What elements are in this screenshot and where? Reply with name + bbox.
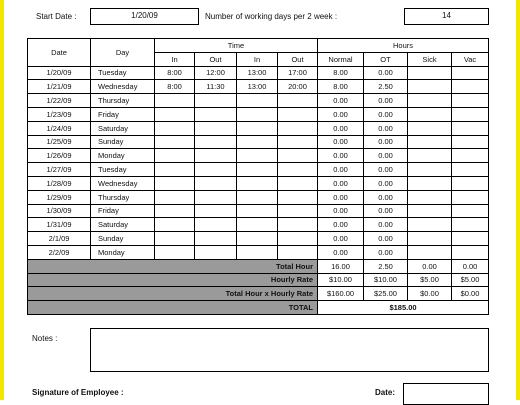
row-time-in[interactable] [237,107,278,121]
hourly-rate-normal[interactable]: $10.00 [318,273,364,287]
sub-header-out: Out [195,52,237,66]
table-row [28,107,489,121]
grand-total-value: $185.00 [318,301,489,315]
grand-total-label: TOTAL [28,301,318,315]
row-time-out[interactable] [278,121,318,135]
row-vac-hours[interactable] [452,94,489,108]
row-vac-hours[interactable] [452,66,489,80]
total-x-rate-sick: $0.00 [408,287,452,301]
row-date: 1/27/09 [28,163,91,177]
row-sick-hours[interactable] [408,245,452,259]
row-time-in[interactable]: 13:00 [237,66,278,80]
row-vac-hours[interactable] [452,176,489,190]
row-time-in[interactable] [237,94,278,108]
table-row [28,80,489,94]
row-time-out[interactable] [278,149,318,163]
row-time-out[interactable] [278,232,318,246]
row-time-in[interactable] [155,121,195,135]
row-vac-hours[interactable] [452,149,489,163]
row-normal-hours: 0.00 [318,204,364,218]
row-ot-hours: 0.00 [364,176,408,190]
signature-label: Signature of Employee : [32,388,124,397]
row-day: Friday [91,204,155,218]
row-sick-hours[interactable] [408,163,452,177]
row-normal-hours: 0.00 [318,176,364,190]
row-time-out[interactable] [195,94,237,108]
row-day: Tuesday [91,163,155,177]
row-day: Saturday [91,218,155,232]
row-vac-hours[interactable] [452,204,489,218]
table-row [28,94,489,108]
row-time-out[interactable] [278,94,318,108]
row-ot-hours: 0.00 [364,232,408,246]
row-sick-hours[interactable] [408,232,452,246]
row-time-in[interactable] [237,176,278,190]
row-time-in[interactable] [237,218,278,232]
row-time-in[interactable] [155,176,195,190]
row-ot-hours: 0.00 [364,135,408,149]
row-date: 2/1/09 [28,232,91,246]
row-time-out[interactable]: 17:00 [278,66,318,80]
row-day: Friday [91,107,155,121]
row-time-in[interactable] [155,163,195,177]
row-normal-hours: 0.00 [318,149,364,163]
row-normal-hours: 0.00 [318,107,364,121]
row-time-in[interactable] [237,121,278,135]
row-vac-hours[interactable] [452,135,489,149]
row-sick-hours[interactable] [408,204,452,218]
row-vac-hours[interactable] [452,232,489,246]
row-time-in[interactable] [155,149,195,163]
sub-header-ot: OT [364,52,408,66]
row-day: Monday [91,245,155,259]
row-date: 1/26/09 [28,149,91,163]
row-day: Monday [91,149,155,163]
row-normal-hours: 0.00 [318,94,364,108]
row-time-in[interactable] [155,218,195,232]
row-normal-hours: 0.00 [318,232,364,246]
row-normal-hours: 0.00 [318,190,364,204]
row-normal-hours: 0.00 [318,245,364,259]
row-time-in[interactable]: 8:00 [155,80,195,94]
row-time-out[interactable] [195,218,237,232]
row-day: Tuesday [91,66,155,80]
timesheet-table [27,38,489,315]
row-normal-hours: 0.00 [318,218,364,232]
row-vac-hours[interactable] [452,218,489,232]
row-time-out[interactable] [278,204,318,218]
row-ot-hours: 0.00 [364,204,408,218]
row-ot-hours: 2.50 [364,80,408,94]
row-day: Thursday [91,94,155,108]
row-time-out[interactable] [195,149,237,163]
table-row [28,163,489,177]
row-sick-hours[interactable] [408,66,452,80]
row-time-out[interactable] [195,107,237,121]
row-vac-hours[interactable] [452,107,489,121]
sub-header-in: In [155,52,195,66]
row-time-in[interactable] [155,204,195,218]
row-day: Wednesday [91,80,155,94]
row-normal-hours: 0.00 [318,163,364,177]
notes-label: Notes : [32,334,58,343]
row-vac-hours[interactable] [452,190,489,204]
row-ot-hours: 0.00 [364,121,408,135]
total-hour-vac: 0.00 [452,259,489,273]
row-ot-hours: 0.00 [364,163,408,177]
row-sick-hours[interactable] [408,149,452,163]
row-time-in[interactable] [237,190,278,204]
total-x-rate-ot: $25.00 [364,287,408,301]
row-normal-hours: 0.00 [318,121,364,135]
row-date: 1/29/09 [28,190,91,204]
row-time-out[interactable]: 20:00 [278,80,318,94]
row-sick-hours[interactable] [408,135,452,149]
row-sick-hours[interactable] [408,94,452,108]
row-date: 1/23/09 [28,107,91,121]
group-header-hours: Hours [318,39,489,53]
table-row [28,121,489,135]
sub-header-vac: Vac [452,52,489,66]
row-normal-hours: 0.00 [318,135,364,149]
table-row [28,190,489,204]
row-time-out[interactable] [195,121,237,135]
table-row [28,204,489,218]
table-row [28,176,489,190]
hourly-rate-ot[interactable]: $10.00 [364,273,408,287]
table-row [28,218,489,232]
row-time-in[interactable] [155,135,195,149]
row-date: 1/28/09 [28,176,91,190]
total-hour-label: Total Hour [28,259,318,273]
row-time-in[interactable] [155,190,195,204]
table-row [28,232,489,246]
row-time-out[interactable] [195,163,237,177]
col-header-date: Date [28,39,91,67]
row-date: 1/22/09 [28,94,91,108]
row-vac-hours[interactable] [452,121,489,135]
group-header-time: Time [155,39,318,53]
row-ot-hours: 0.00 [364,218,408,232]
row-time-out[interactable] [195,245,237,259]
row-time-in[interactable]: 13:00 [237,80,278,94]
row-time-in[interactable] [237,245,278,259]
row-ot-hours: 0.00 [364,149,408,163]
total-x-rate-normal: $160.00 [318,287,364,301]
row-ot-hours: 0.00 [364,107,408,121]
row-ot-hours: 0.00 [364,190,408,204]
row-time-in[interactable] [155,245,195,259]
row-time-out[interactable] [278,107,318,121]
row-date: 2/2/09 [28,245,91,259]
row-sick-hours[interactable] [408,107,452,121]
table-row [28,245,489,259]
row-time-out[interactable] [278,218,318,232]
hourly-rate-vac[interactable]: $5.00 [452,273,489,287]
notes-field[interactable] [90,328,489,372]
table-row [28,149,489,163]
total-hour-ot: 2.50 [364,259,408,273]
row-vac-hours[interactable] [452,163,489,177]
total-x-rate-label: Total Hour x Hourly Rate [28,287,318,301]
row-time-in[interactable] [155,232,195,246]
row-time-out[interactable] [278,163,318,177]
row-time-in[interactable] [237,232,278,246]
hourly-rate-sick[interactable]: $5.00 [408,273,452,287]
row-date: 1/24/09 [28,121,91,135]
timesheet-rows [28,66,489,259]
row-day: Sunday [91,135,155,149]
row-time-out[interactable]: 12:00 [195,66,237,80]
start-date-label: Start Date : [36,12,77,21]
row-day: Thursday [91,190,155,204]
right-frame-border [516,0,520,400]
row-time-out[interactable] [278,245,318,259]
sub-header-in: In [237,52,278,66]
row-time-in[interactable] [155,94,195,108]
date-label: Date: [375,388,396,397]
left-frame-border [0,0,4,400]
row-vac-hours[interactable] [452,245,489,259]
row-time-out[interactable] [278,135,318,149]
row-time-out[interactable] [195,190,237,204]
row-time-out[interactable]: 11:30 [195,80,237,94]
row-time-out[interactable] [195,204,237,218]
total-hour-sick: 0.00 [408,259,452,273]
col-header-day: Day [91,39,155,67]
hourly-rate-label: Hourly Rate [28,273,318,287]
working-days-field[interactable]: 14 [404,8,489,25]
row-time-in[interactable] [237,149,278,163]
start-date-field[interactable]: 1/20/09 [90,8,199,25]
row-time-in[interactable] [237,204,278,218]
row-date: 1/21/09 [28,80,91,94]
row-time-out[interactable] [195,176,237,190]
date-field[interactable] [403,383,489,405]
row-sick-hours[interactable] [408,190,452,204]
row-day: Saturday [91,121,155,135]
row-sick-hours[interactable] [408,218,452,232]
row-normal-hours: 8.00 [318,80,364,94]
total-x-rate-vac: $0.00 [452,287,489,301]
row-time-out[interactable] [278,176,318,190]
row-time-in[interactable]: 8:00 [155,66,195,80]
row-ot-hours: 0.00 [364,94,408,108]
row-date: 1/30/09 [28,204,91,218]
row-date: 1/25/09 [28,135,91,149]
row-sick-hours[interactable] [408,80,452,94]
row-date: 1/20/09 [28,66,91,80]
row-time-in[interactable] [155,107,195,121]
row-time-out[interactable] [195,232,237,246]
row-time-in[interactable] [237,163,278,177]
sub-header-normal: Normal [318,52,364,66]
row-time-out[interactable] [278,190,318,204]
sub-header-sick: Sick [408,52,452,66]
row-sick-hours[interactable] [408,176,452,190]
row-day: Wednesday [91,176,155,190]
total-hour-normal: 16.00 [318,259,364,273]
row-date: 1/31/09 [28,218,91,232]
row-ot-hours: 0.00 [364,66,408,80]
row-sick-hours[interactable] [408,121,452,135]
working-days-label: Number of working days per 2 week : [205,12,338,21]
sub-header-out: Out [278,52,318,66]
row-ot-hours: 0.00 [364,245,408,259]
row-day: Sunday [91,232,155,246]
row-time-in[interactable] [237,135,278,149]
row-normal-hours: 8.00 [318,66,364,80]
row-time-out[interactable] [195,135,237,149]
table-row [28,135,489,149]
row-vac-hours[interactable] [452,80,489,94]
table-row [28,66,489,80]
